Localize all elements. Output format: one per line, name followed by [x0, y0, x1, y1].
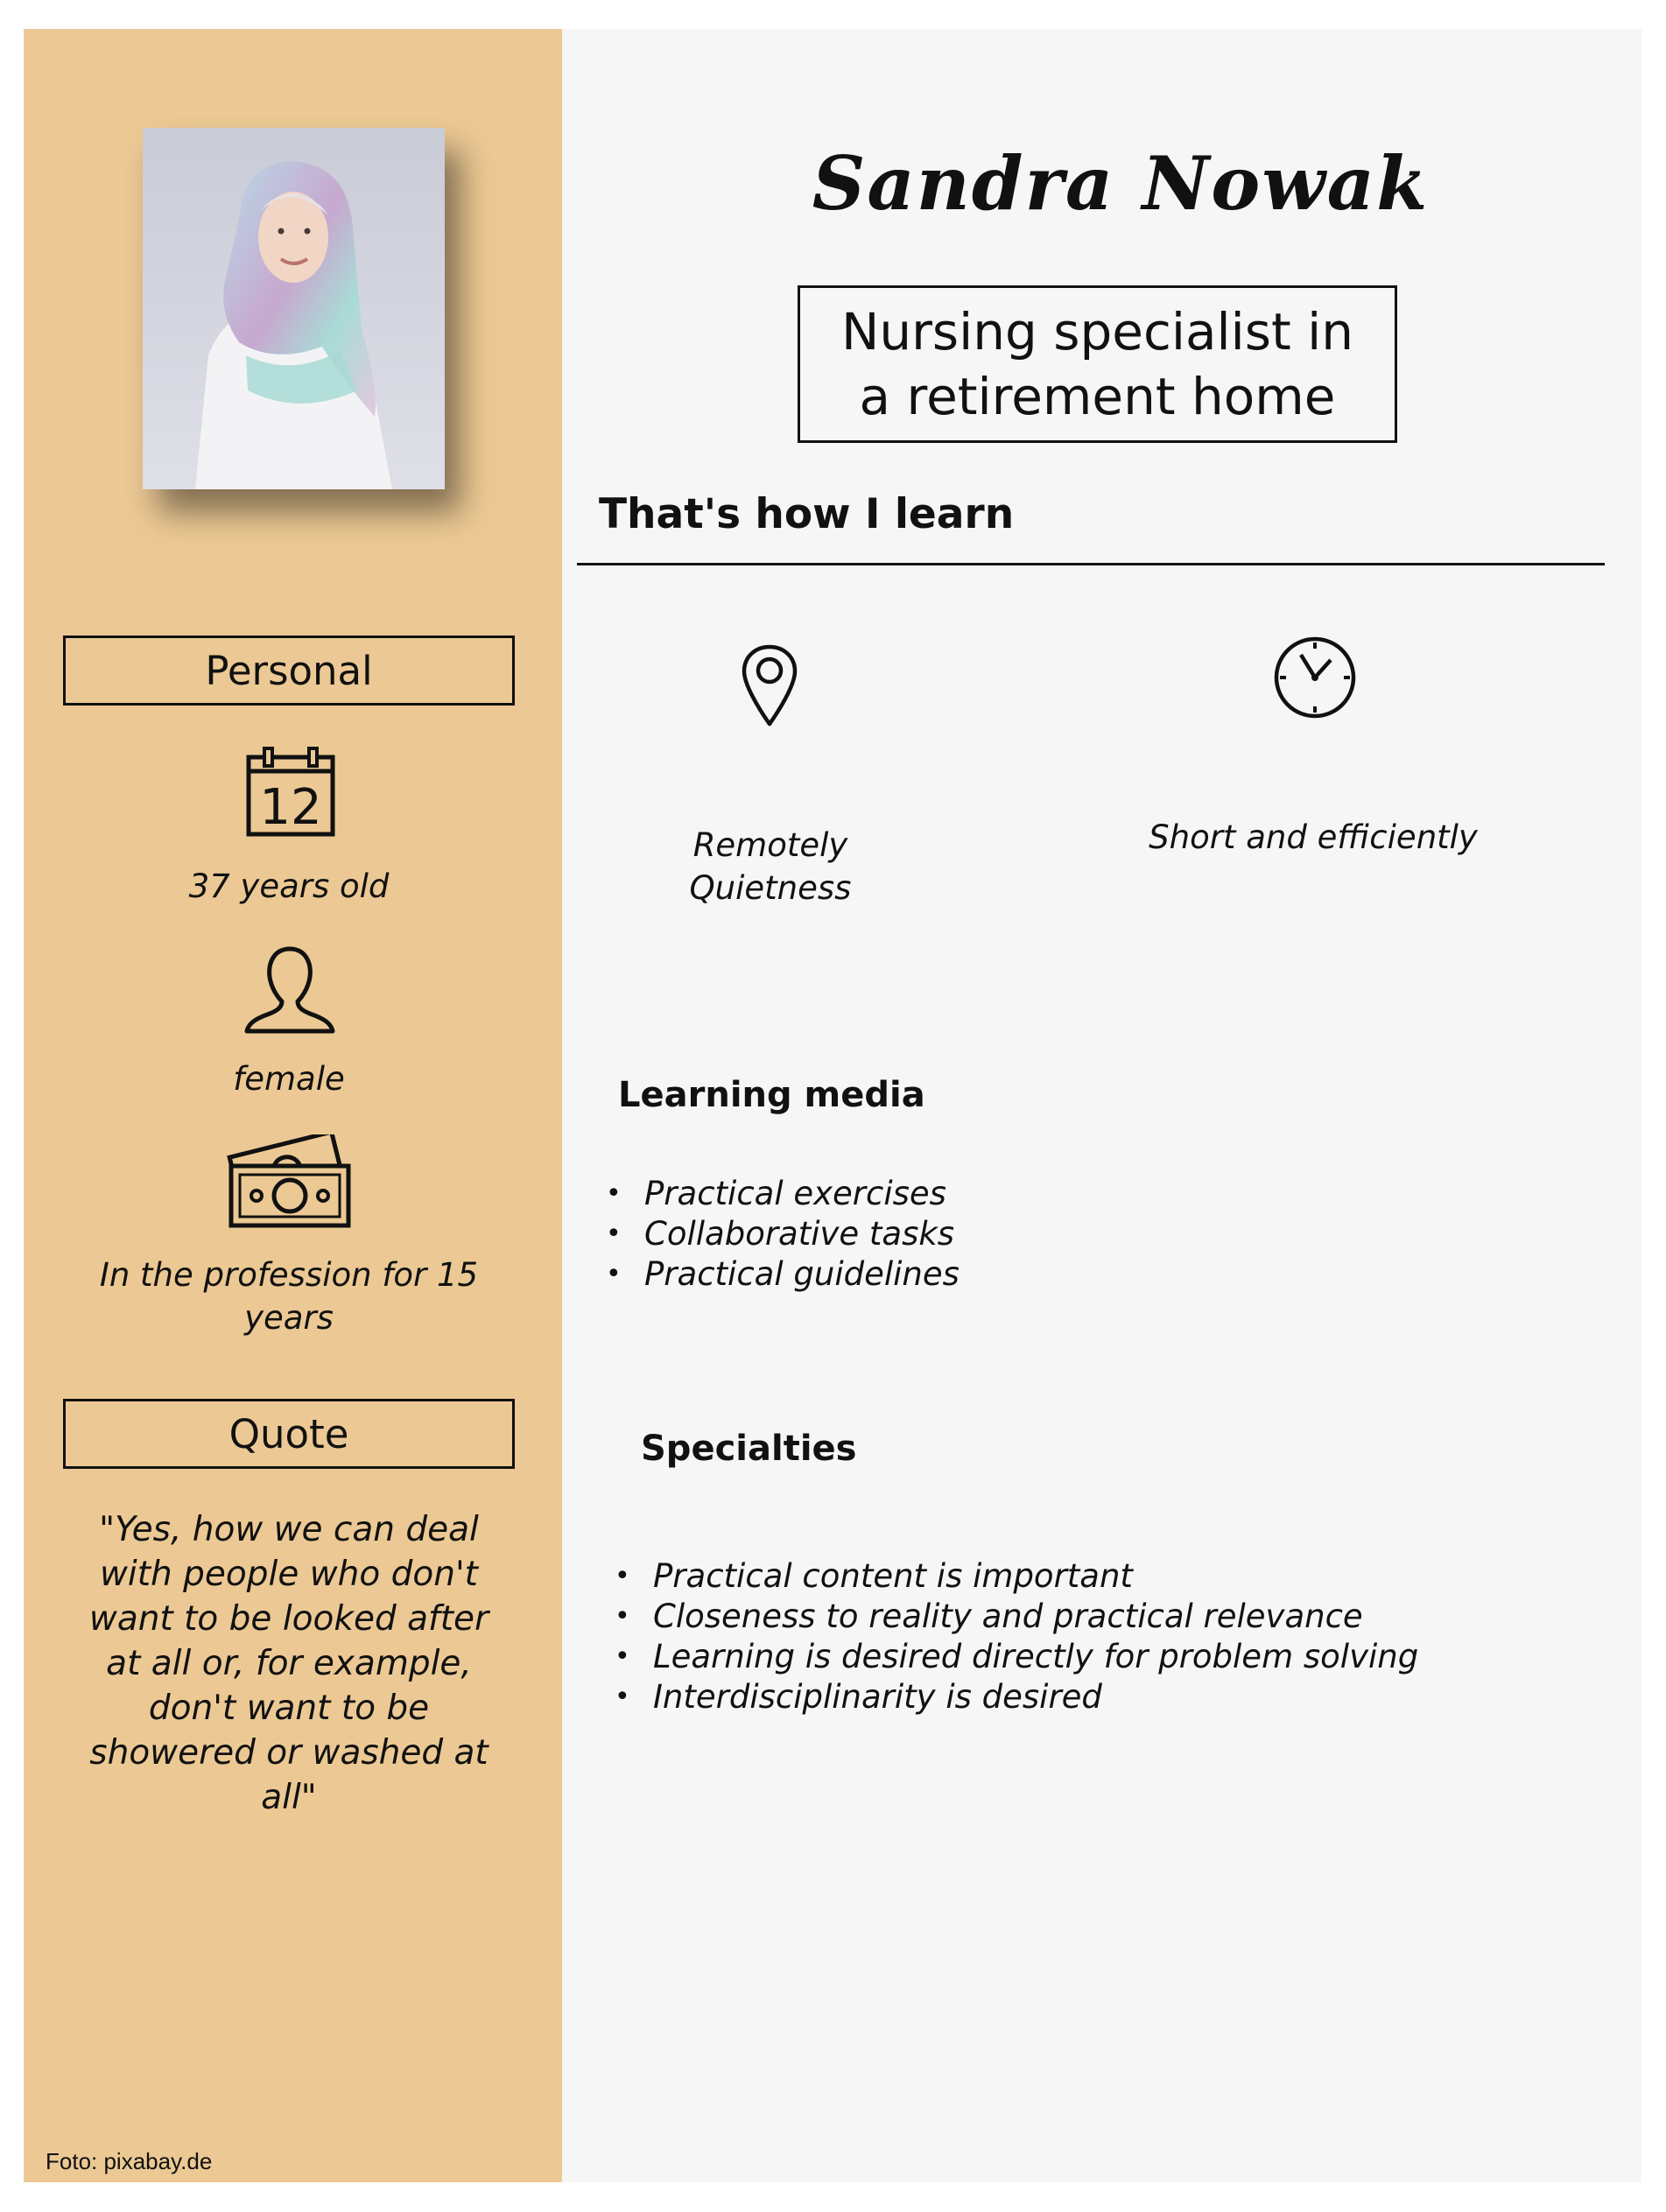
list-item: • Practical content is important	[609, 1556, 1418, 1597]
learning-heading: That's how I learn	[599, 490, 1015, 538]
personal-heading: Personal	[63, 636, 515, 706]
persona-photo	[143, 128, 445, 489]
calendar-day: 12	[259, 779, 322, 836]
divider	[577, 563, 1605, 565]
specialties-heading: Specialties	[641, 1429, 857, 1469]
list-item: • Closeness to reality and practical relevance	[609, 1597, 1418, 1637]
location-text	[639, 824, 902, 909]
money-icon	[226, 1134, 355, 1234]
time-text: Short and efficiently	[1149, 818, 1478, 856]
list-item: • Practical exercises	[601, 1174, 960, 1214]
media-heading: Learning media	[618, 1075, 925, 1115]
experience-text: In the profession for 15 years	[99, 1256, 479, 1337]
list-item: • Collaborative tasks	[601, 1214, 960, 1254]
specialties-list	[609, 1556, 1418, 1717]
persona-photo-illustration	[143, 128, 445, 489]
list-item: • Interdisciplinarity is desired	[609, 1677, 1418, 1717]
list-item: • Practical guidelines	[601, 1254, 960, 1295]
clock-icon	[1273, 636, 1357, 723]
location-line-1: Remotely	[692, 826, 848, 864]
photo-credit: Foto: pixabay.de	[46, 2148, 213, 2174]
persona-name: Sandra Nowak	[812, 140, 1430, 227]
gender-text: female	[233, 1060, 345, 1098]
location-pin-icon	[741, 643, 798, 731]
quote-heading: Quote	[63, 1399, 515, 1469]
persona-role	[798, 285, 1397, 443]
person-icon	[243, 944, 336, 1038]
age-text: 37 years old	[188, 867, 390, 905]
persona-role-text: Nursing specialist in a retirement home	[840, 302, 1354, 426]
calendar-icon	[245, 747, 336, 841]
quote-text: "Yes, how we can deal with people who don't want to be looked after at all or, for example, don't want to be showered or washed at all"	[88, 1510, 489, 1817]
list-item: • Learning is desired directly for problem solving	[609, 1637, 1418, 1677]
location-line-2: Quietness	[689, 869, 852, 907]
media-list	[601, 1174, 960, 1295]
